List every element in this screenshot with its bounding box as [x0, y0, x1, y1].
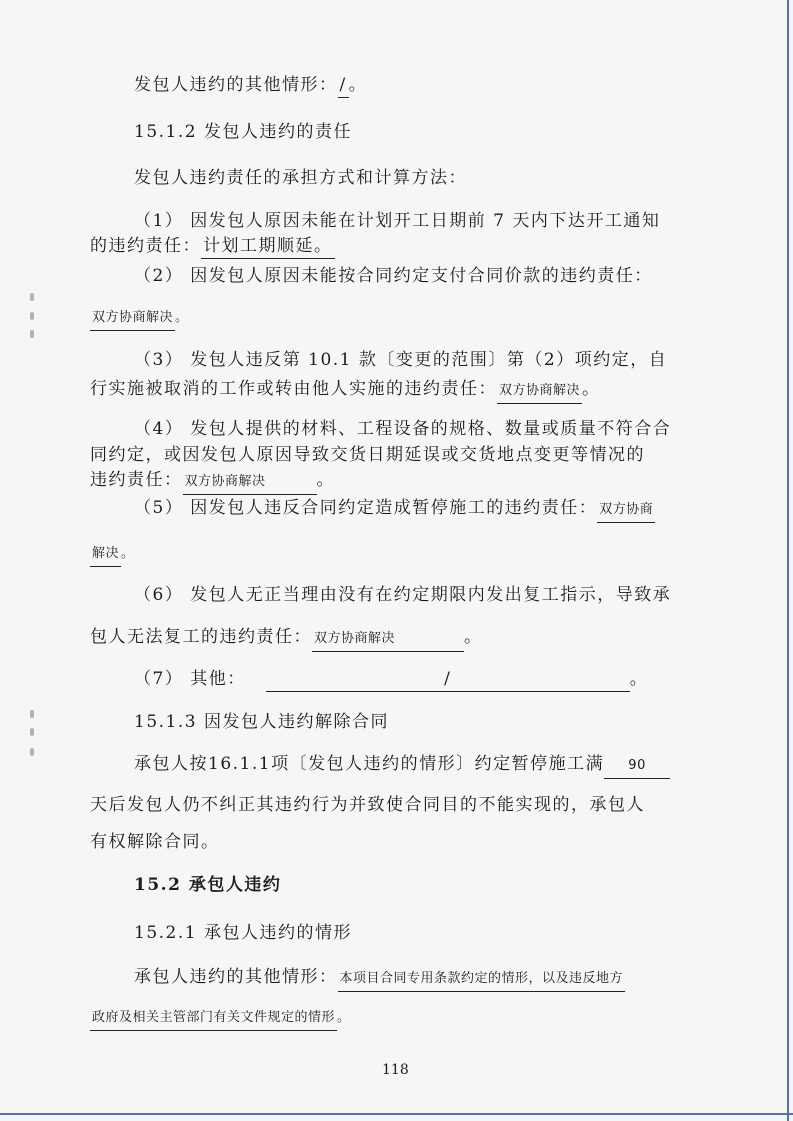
text-line	[90, 468, 335, 495]
text-segment: 发包人违约的其他情形：	[134, 75, 338, 95]
text-line: 有权解除合同。	[90, 832, 220, 852]
text-line	[134, 73, 367, 98]
filled-blank: 双方协商解决	[312, 627, 464, 652]
text-line	[134, 965, 625, 992]
text-segment: （5） 因发包人违反合同约定造成暂停施工的违约责任：	[134, 498, 598, 518]
text-segment: 。	[464, 627, 483, 647]
filled-blank: /	[266, 667, 630, 692]
text-line: 天后发包人仍不纠正其违约行为并致使合同目的不能实现的，承包人	[90, 795, 645, 815]
text-line	[90, 234, 335, 259]
text-line	[90, 542, 135, 567]
filled-blank: 双方协商解决	[183, 470, 317, 495]
text-segment: 。	[175, 310, 189, 325]
text-segment: 行实施被取消的工作或转由他人实施的违约责任：	[90, 379, 497, 399]
text-segment: 承包人违约的其他情形：	[134, 967, 338, 987]
text-line: （6） 发包人无正当理由没有在约定期限内发出复工指示，导致承	[134, 585, 672, 605]
text-line: （1） 因发包人原因未能在计划开工日期前 7 天内下达开工通知	[134, 211, 661, 231]
text-line	[134, 496, 655, 523]
text-segment: （7） 其他：	[134, 669, 246, 689]
text-line	[134, 667, 648, 692]
text-segment: 。	[121, 546, 135, 561]
text-line: 发包人违约责任的承担方式和计算方法：	[134, 168, 467, 188]
page-border-right	[787, 0, 789, 1121]
text-segment: 承包人按16.1.1项〔发包人违约的情形〕约定暂停施工满	[134, 754, 605, 774]
filled-blank: 政府及相关主管部门有关文件规定的情形	[90, 1006, 337, 1031]
section-heading: 15.1.2 发包人违约的责任	[134, 122, 352, 142]
text-line: 同约定，或因发包人原因导致交货日期延误或交货地点变更等情况的	[90, 445, 645, 465]
text-line	[90, 1006, 351, 1031]
filled-blank: 本项目合同专用条款约定的情形，以及违反地方	[338, 967, 626, 992]
text-line: （3） 发包人违反第 10.1 款〔变更的范围〕第（2）项约定，自	[134, 350, 668, 370]
filled-blank: 解决	[90, 542, 121, 567]
text-line	[90, 625, 483, 652]
text-segment: 的违约责任：	[90, 236, 201, 256]
section-heading: 15.2 承包人违约	[134, 875, 282, 895]
text-line	[90, 306, 189, 331]
margin-mark	[30, 293, 34, 301]
text-segment: 。	[348, 75, 368, 95]
margin-mark	[30, 312, 34, 320]
filled-blank: 计划工期顺延。	[201, 234, 335, 259]
filled-blank: 90	[604, 754, 670, 779]
page-number: 118	[382, 1062, 409, 1078]
text-segment: 。	[629, 669, 649, 689]
text-line: （4） 发包人提供的材料、工程设备的规格、数量或质量不符合合	[134, 419, 672, 439]
text-line: （2） 因发包人原因未能按合同约定支付合同价款的违约责任：	[134, 266, 653, 286]
margin-mark	[30, 710, 34, 718]
section-heading: 15.2.1 承包人违约的情形	[134, 923, 352, 943]
section-heading: 15.1.3 因发包人违约解除合同	[134, 712, 389, 732]
margin-mark	[30, 748, 34, 756]
filled-blank: 双方协商解决	[90, 306, 175, 331]
text-segment: 包人无法复工的违约责任：	[90, 627, 312, 647]
text-line	[90, 377, 601, 404]
page-border-bottom	[0, 1113, 793, 1115]
filled-blank: /	[338, 73, 349, 98]
text-segment: 。	[337, 1010, 351, 1025]
text-line	[134, 752, 670, 779]
text-segment: 违约责任：	[90, 470, 183, 490]
text-segment: 。	[582, 379, 601, 399]
filled-blank: 双方协商解决	[497, 379, 582, 404]
margin-mark	[30, 330, 34, 338]
margin-mark	[30, 728, 34, 736]
text-segment: 。	[316, 470, 335, 490]
filled-blank: 双方协商	[597, 498, 655, 523]
